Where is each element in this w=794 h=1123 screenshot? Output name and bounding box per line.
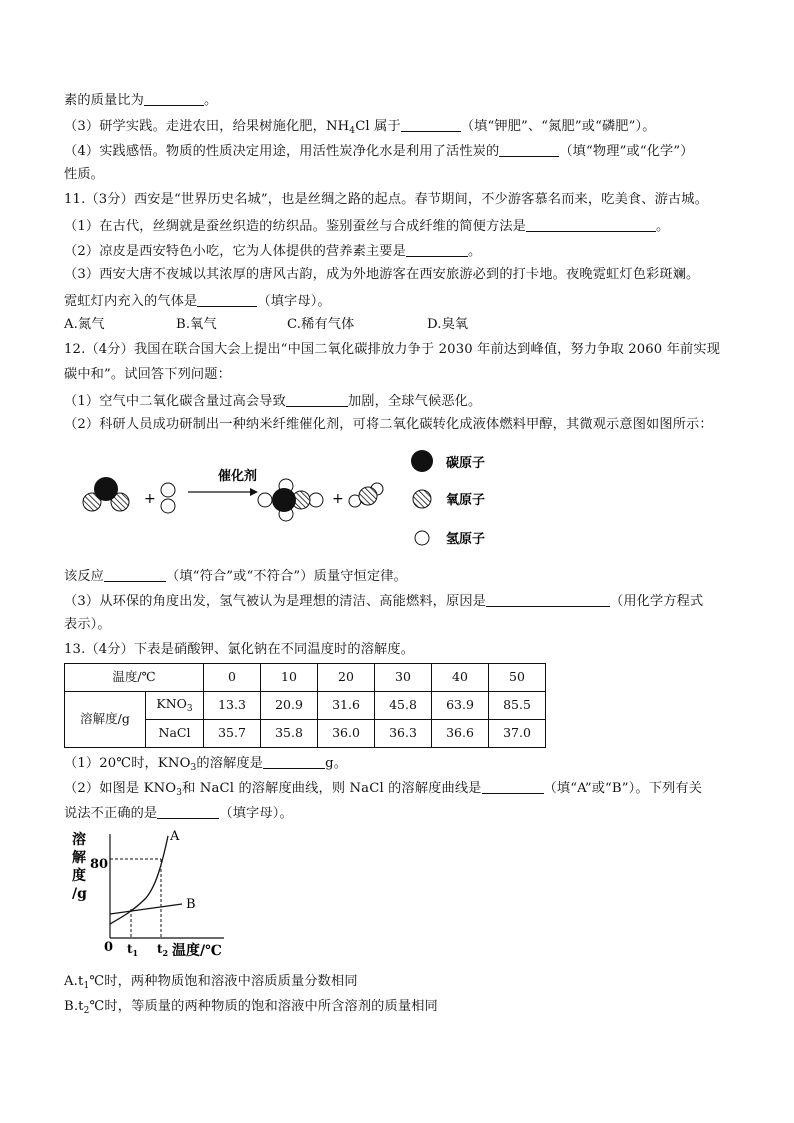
oxygen-atom-icon — [413, 490, 431, 508]
answer-option-b[interactable]: $B.t_2℃$时，等质量的两种物质的饱和溶液中所含溶剂的质量相同 — [64, 999, 438, 1016]
question-13: 13.（4分）下表是硝酸钾、氯化钠在不同温度时的溶解度。 — [64, 642, 415, 657]
table-cell: 63.9 — [432, 692, 489, 720]
question-13-2: （2）如图是 $KNO_3$和 NaCl 的溶解度曲线，则 NaCl 的溶解度曲线是 （填“A”或“B”）。下列有关 — [64, 781, 703, 798]
x-axis-label: 温度/℃ — [172, 943, 222, 959]
table-cell: 30 — [375, 664, 432, 692]
catalyst-label: 催化剂 — [218, 469, 258, 484]
table-cell: 溶解度/g — [65, 692, 146, 748]
answer-blank[interactable] — [157, 805, 219, 819]
table-cell: 36.6 — [432, 720, 489, 748]
question-11: 11.（3分）西安是“世界历史名城”，也是丝绸之路的起点。春节期间，不少游客慕名而来，吃美食、游古城。 — [64, 192, 708, 207]
question-10-3: （3）研学实践。走进农田，给果树施化肥，$NH_4Cl$ 属于 （填“钾肥”、“氮肥”或“磷肥”）。 — [64, 119, 656, 136]
solubility-table — [64, 663, 546, 748]
y-axis-label: /g — [72, 886, 87, 902]
table-cell: 温度/℃ — [65, 664, 204, 692]
question-11-2: （2）凉皮是西安特色小吃，它为人体提供的营养素主要是 。 — [64, 244, 482, 259]
answer-blank[interactable] — [526, 218, 656, 232]
y-axis-label: 度 — [72, 868, 86, 884]
table-cell: 45.8 — [375, 692, 432, 720]
svg-text:氢原子: 氢原子 — [446, 532, 486, 547]
answer-blank[interactable] — [401, 118, 461, 132]
answer-option-a[interactable]: $A.t_1℃$时，两种物质饱和溶液中溶质质量分数相同 — [64, 974, 358, 991]
table-cell: 85.5 — [489, 692, 546, 720]
question-12-3-cont: 表示）。 — [64, 617, 111, 632]
arrow-head-icon — [250, 488, 258, 496]
table-cell: 35.7 — [204, 720, 261, 748]
table-cell: 20.9 — [261, 692, 318, 720]
methanol-molecule-icon — [258, 479, 323, 521]
answer-blank[interactable] — [406, 243, 468, 257]
question-11-3: （3）西安大唐不夜城以其浓厚的唐风古韵，成为外地游客在西安旅游必到的打卡地。夜晚霓虹灯色彩斑斓。 — [64, 267, 700, 282]
option-c[interactable]: C.稀有气体 — [287, 317, 355, 332]
table-cell: 31.6 — [318, 692, 375, 720]
legend-oxygen — [413, 490, 485, 508]
question-10-4: （4）实践感悟。物质的性质决定用途，用活性炭净化水是利用了活性炭的 （填“物理”或“化学”） — [64, 144, 694, 159]
h2-molecule-icon — [161, 483, 175, 513]
solubility-curve-graph — [64, 826, 234, 964]
answer-blank[interactable] — [104, 568, 166, 582]
water-molecule-icon — [349, 483, 383, 507]
table-row — [65, 664, 546, 692]
answer-blank[interactable] — [499, 143, 559, 157]
curve-a-label: A — [170, 829, 180, 844]
hydrogen-atom-icon — [415, 531, 429, 545]
question-12-2-answer: 该反应 （填“符合”或“不符合”）质量守恒定律。 — [64, 569, 407, 584]
table-cell: 36.0 — [318, 720, 375, 748]
curve-b-label: B — [186, 897, 196, 912]
answer-blank[interactable] — [197, 293, 257, 307]
table-row — [65, 692, 546, 720]
question-13-1: （1）20℃时，$KNO_3$的溶解度是 g。 — [64, 756, 348, 773]
y-axis-label: 溶 — [72, 832, 86, 848]
table-cell: 20 — [318, 664, 375, 692]
table-cell: 35.8 — [261, 720, 318, 748]
question-10-4-cont: 性质。 — [64, 167, 105, 182]
option-b[interactable]: B.氧气 — [176, 317, 217, 332]
t1-label: $t_1$ — [127, 942, 139, 958]
reaction-micro-diagram — [64, 442, 524, 552]
y-axis-label: 解 — [72, 850, 86, 866]
legend-hydrogen — [415, 531, 485, 547]
table-cell: 10 — [261, 664, 318, 692]
y-tick-80: 80 — [90, 857, 109, 872]
option-d[interactable]: D.臭氧 — [427, 317, 469, 332]
table-cell: NaCl — [146, 720, 204, 748]
question-12-1: （1）空气中二氧化碳含量过高会导致 加剧，全球气候恶化。 — [64, 394, 482, 409]
table-cell: $KNO_3$ — [146, 692, 204, 720]
carbon-atom-icon — [411, 450, 433, 472]
question-12-3: （3）从环保的角度出发，氢气被认为是理想的清洁、高能燃料，原因是 （用化学方程式 — [64, 594, 704, 609]
question-13-2-cont: 说法不正确的是 （填字母）。 — [64, 806, 293, 821]
table-cell: 13.3 — [204, 692, 261, 720]
table-cell: 0 — [204, 664, 261, 692]
option-a[interactable]: A.氮气 — [64, 317, 105, 332]
answer-blank[interactable] — [263, 755, 325, 769]
line-mass-ratio: 素的质量比为 。 — [64, 93, 218, 108]
curve-a — [110, 836, 168, 924]
question-12-2: （2）科研人员成功研制出一种纳米纤维催化剂，可将二氧化碳转化成液体燃料甲醇，其微观示意图如图所示： — [64, 417, 713, 432]
svg-text:氧原子: 氧原子 — [446, 493, 486, 508]
answer-blank[interactable] — [286, 393, 348, 407]
table-cell: 40 — [432, 664, 489, 692]
curve-b — [110, 904, 182, 914]
origin-label: 0 — [104, 940, 114, 955]
question-11-options — [64, 318, 468, 331]
t2-label: $t_2$ — [157, 942, 169, 958]
plus-sign: + — [332, 491, 344, 507]
svg-text:碳原子: 碳原子 — [446, 456, 486, 471]
question-12: 12.（4分）我国在联合国大会上提出“中国二氧化碳排放力争于 2030 年前达到峰值，努力争取 2060 年前实现 — [64, 342, 721, 357]
answer-blank[interactable] — [486, 593, 610, 607]
answer-blank[interactable] — [144, 92, 204, 106]
answer-blank[interactable] — [482, 780, 544, 794]
question-11-3-cont: 霓虹灯内充入的气体是 （填字母）。 — [64, 294, 331, 309]
legend-carbon — [411, 450, 485, 472]
co2-molecule-icon — [83, 477, 129, 511]
question-11-1: （1）在古代，丝绸就是蚕丝织造的纺织品。鉴别蚕丝与合成纤维的简便方法是 。 — [64, 219, 670, 234]
question-12-cont: 碳中和”。试回答下列问题： — [64, 367, 231, 382]
table-cell: 50 — [489, 664, 546, 692]
table-cell: 37.0 — [489, 720, 546, 748]
table-cell: 36.3 — [375, 720, 432, 748]
plus-sign: + — [144, 491, 156, 507]
